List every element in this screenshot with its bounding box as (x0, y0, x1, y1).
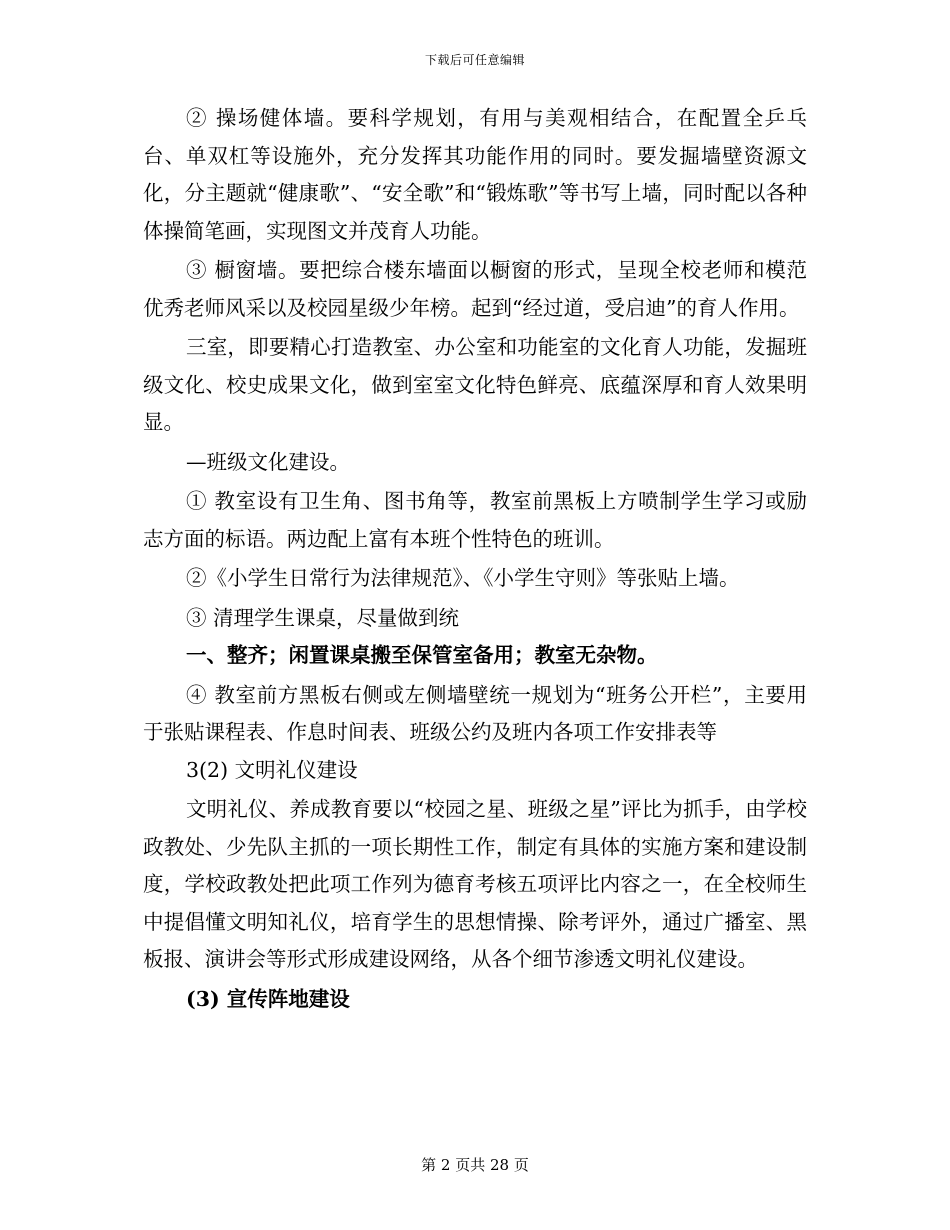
paragraph-three-rooms: 三室，即要精心打造教室、办公室和功能室的文化育人功能，发掘班级文化、校史成果文化，做到室室文化特色鲜亮、底蕴深厚和育人效果明显。 (143, 335, 807, 434)
document-body (143, 100, 807, 1020)
paragraph-student-rules: ②《小学生日常行为法律规范》、《小学生守则》等张贴上墙。 (186, 566, 740, 590)
paragraph-playground-wall: ② 操场健体墙。要科学规划，有用与美观相结合，在配置全乒乓台、单双杠等设施外，充分发挥其功能作用的同时。要发掘墙壁资源文化，分主题就“健康歌”、“安全歌”和“锻炼歌”等书写上墙，同时配以各种体操简笔画，实现图文并茂育人功能。 (143, 106, 807, 243)
paragraph-desks: ③ 清理学生课桌，尽量做到统 (186, 605, 460, 630)
page-footer: 第 2 页共 28 页 (421, 1156, 529, 1174)
paragraph-notice-board: ④ 教室前方黑板右侧或左侧墙壁统一规划为“班务公开栏”，主要用于张贴课程表、作息时间表、班级公约及班内各项工作安排表等 (143, 682, 807, 744)
paragraph-publicity-heading: (3) 宣传阵地建设 (186, 986, 350, 1011)
paragraph-class-culture-heading: —班级文化建设。 (186, 449, 350, 474)
page-header: 下载后可任意编辑 (424, 53, 525, 67)
paragraph-classroom-corners: ① 教室设有卫生角、图书角等，教室前黑板上方喷制学生学习或励志方面的标语。两边配上富有本班个性特色的班训。 (143, 489, 807, 551)
paragraph-etiquette-heading: 3(2) 文明礼仪建设 (186, 757, 358, 782)
paragraph-showcase-wall: ③ 橱窗墙。要把综合楼东墙面以橱窗的形式，呈现全校老师和模范优秀老师风采以及校园星级少年榜。起到“经过道，受启迪”的育人作用。 (143, 258, 807, 320)
paragraph-etiquette-body: 文明礼仪、养成教育要以“校园之星、班级之星”评比为抓手，由学校政教处、少先队主抓的一项长期性工作，制定有具体的实施方案和建设制度，学校政教处把此项工作列为德育考核五项评比内容之一，在全校师生中提倡懂文明知礼仪，培育学生的思想情操、除考评外，通过广播室、黑板报、演讲会等形式形成建设网络，从各个细节渗透文明礼仪建设。 (143, 797, 807, 971)
paragraph-tidy-heading: 一、整齐；闲置课桌搬至保管室备用；教室无杂物。 (186, 643, 658, 667)
